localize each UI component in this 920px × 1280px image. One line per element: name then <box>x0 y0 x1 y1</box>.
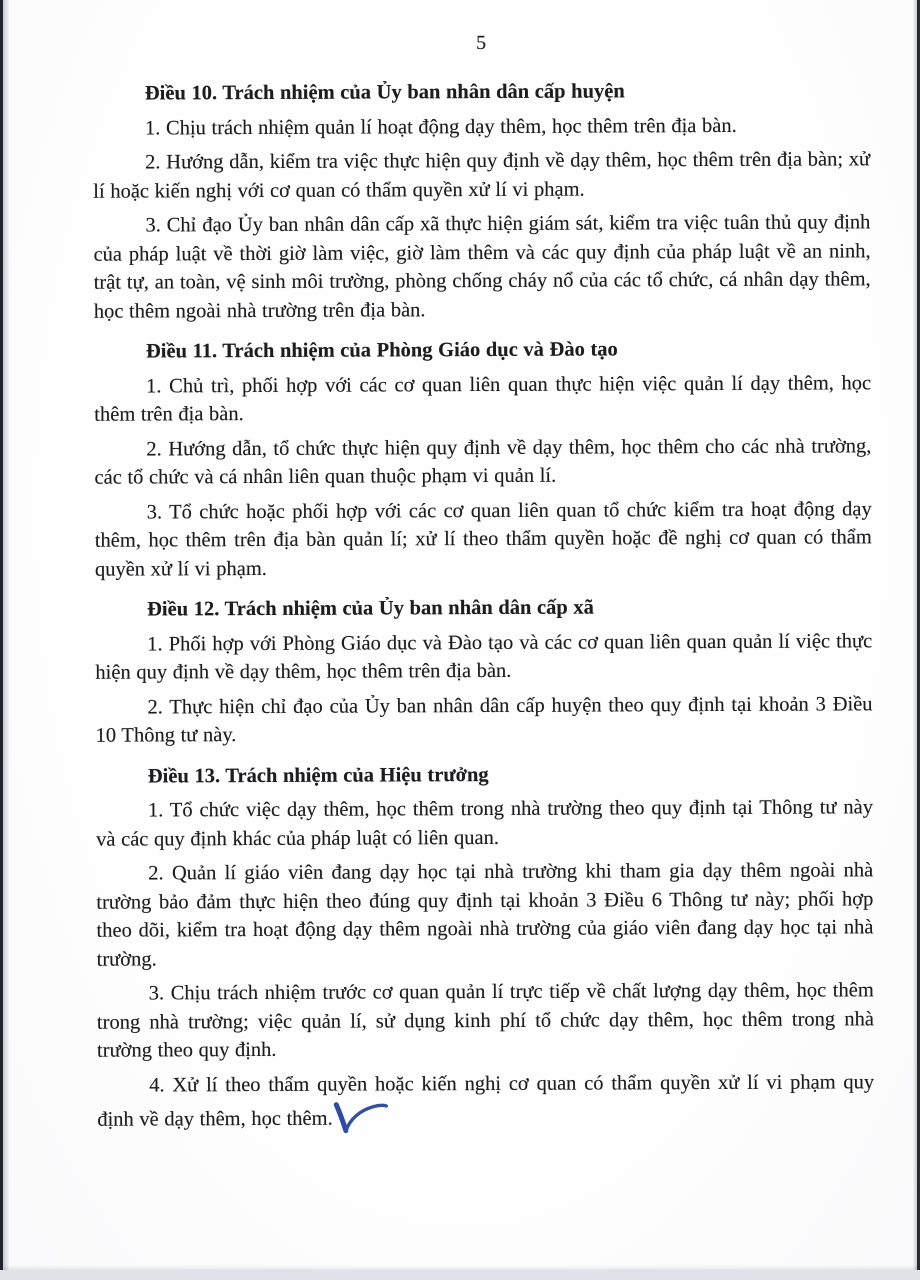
paragraph: 3. Chịu trách nhiệm trước cơ quan quản lí trực tiếp về chất lượng dạy thêm, học thêm trong nhà trường; việc quản lí, sử dụng kinh phí tổ chức dạy thêm, học thêm trong nhà trường theo quy định. <box>96 979 874 1062</box>
paragraph: 3. Chỉ đạo Ủy ban nhân dân cấp xã thực hiện giám sát, kiểm tra việc tuân thủ quy định của pháp luật về thời giờ làm việc, giờ làm thêm và các quy định của pháp luật về an ninh, trật tự, an toàn, vệ sinh môi trường, phòng chống cháy nổ của các tổ chức, cá nhân dạy thêm, học thêm ngoài nhà trường trên địa bàn. <box>93 211 871 323</box>
article-10-heading: Điều 10. Trách nhiệm của Ủy ban nhân dân cấp huyện <box>144 80 625 105</box>
paragraph: 2. Quản lí giáo viên đang dạy học tại nhà trường khi tham gia dạy thêm ngoài nhà trường bảo đảm thực hiện theo đúng quy định tại khoản 3 Điều 6 Thông tư này; phối hợp theo dõi, kiểm tra hoạt động dạy thêm ngoài nhà trường của giáo viên đang dạy học tại nhà trường. <box>96 859 874 971</box>
paragraph: 1. Chủ trì, phối hợp với các cơ quan liên quan thực hiện việc quản lí dạy thêm, học thêm trên địa bàn. <box>94 371 872 426</box>
article-12-heading: Điều 12. Trách nhiệm của Ủy ban nhân dân cấp xã <box>147 596 594 621</box>
document-body <box>93 30 875 1139</box>
paragraph: 3. Tổ chức hoặc phối hợp với các cơ quan liên quan tổ chức kiểm tra hoạt động dạy thêm, học thêm trên địa bàn quản lí; xử lí theo thẩm quyền hoặc đề nghị cơ quan có thẩm quyền xử lí vi phạm. <box>94 497 872 581</box>
paragraph: 1. Phối hợp với Phòng Giáo dục và Đào tạo và các cơ quan liên quan quản lí việc thực hiện quy định về dạy thêm, học thêm trên địa bàn. <box>95 629 873 684</box>
scan-bottom-band <box>0 1270 920 1280</box>
paragraph: 2. Thực hiện chỉ đạo của Ủy ban nhân dân cấp huyện theo quy định tại khoản 3 Điều 10 Thông tư này. <box>95 692 873 747</box>
paragraph <box>97 1068 874 1140</box>
scan-left-gutter <box>3 0 9 1280</box>
paragraph-text: 4. Xử lí theo thẩm quyền hoặc kiến nghị cơ quan có thẩm quyền xử lí vi phạm quy định về dạy thêm, học thêm. <box>97 1070 875 1131</box>
paragraph: 1. Chịu trách nhiệm quản lí hoạt động dạy thêm, học thêm trên địa bàn. <box>144 114 737 139</box>
page-number: 5 <box>476 31 487 55</box>
paragraph: 2. Hướng dẫn, kiểm tra việc thực hiện quy định về dạy thêm, học thêm trên địa bàn; xử lí hoặc kiến nghị với cơ quan có thẩm quyền xử lí vi phạm. <box>93 148 871 203</box>
paragraph: 1. Tổ chức việc dạy thêm, học thêm trong nhà trường theo quy định tại Thông tư này và các quy định khác của pháp luật có liên quan. <box>96 796 874 851</box>
blue-pen-checkmark-icon <box>331 1098 389 1138</box>
article-11-heading: Điều 11. Trách nhiệm của Phòng Giáo dục và Đào tạo <box>145 338 618 363</box>
article-13-heading: Điều 13. Trách nhiệm của Hiệu trưởng <box>147 763 489 787</box>
paragraph: 2. Hướng dẫn, tổ chức thực hiện quy định về dạy thêm, học thêm cho các nhà trường, các tổ chức và cá nhân liên quan thuộc phạm vi quản lí. <box>94 434 872 489</box>
